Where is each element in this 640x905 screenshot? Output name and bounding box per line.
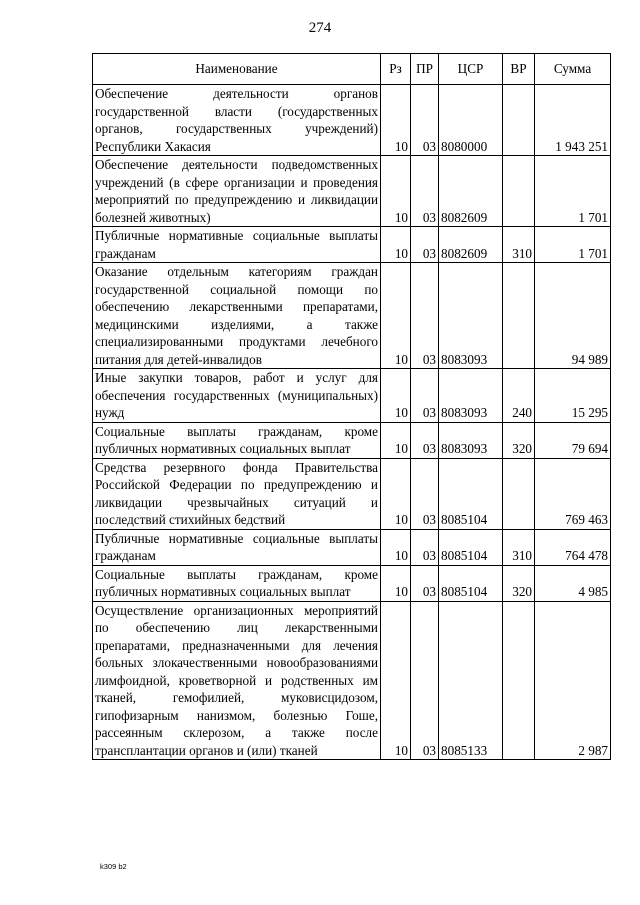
cell-csr: 8080000 <box>439 85 503 156</box>
cell-sum: 769 463 <box>535 458 611 529</box>
cell-pr: 03 <box>411 369 439 423</box>
table-header-row <box>93 54 611 85</box>
cell-name: Социальные выплаты гражданам, кроме публичных нормативных социальных выплат <box>93 565 381 601</box>
cell-sum: 79 694 <box>535 422 611 458</box>
cell-rz: 10 <box>381 422 411 458</box>
cell-rz: 10 <box>381 458 411 529</box>
table-row <box>93 263 611 369</box>
column-header-sum: Сумма <box>535 54 611 85</box>
cell-vr <box>503 85 535 156</box>
cell-rz: 10 <box>381 227 411 263</box>
cell-vr <box>503 458 535 529</box>
cell-sum: 1 701 <box>535 156 611 227</box>
table-body <box>93 85 611 760</box>
cell-rz: 10 <box>381 565 411 601</box>
cell-csr: 8085104 <box>439 458 503 529</box>
cell-pr: 03 <box>411 565 439 601</box>
cell-name: Публичные нормативные социальные выплаты гражданам <box>93 529 381 565</box>
cell-vr: 310 <box>503 529 535 565</box>
cell-rz: 10 <box>381 85 411 156</box>
cell-rz: 10 <box>381 369 411 423</box>
cell-pr: 03 <box>411 263 439 369</box>
cell-csr: 8083093 <box>439 369 503 423</box>
cell-vr: 310 <box>503 227 535 263</box>
column-header-rz: Рз <box>381 54 411 85</box>
cell-name: Оказание отдельным категориям граждан государственной социальной помощи по обеспечению лекарственными препаратами, медицинскими изделиями, а также специализированными продуктами лечебного питания для детей-инвалидов <box>93 263 381 369</box>
cell-csr: 8083093 <box>439 263 503 369</box>
footer-code: k309 b2 <box>100 862 127 871</box>
table-row <box>93 458 611 529</box>
column-header-pr: ПР <box>411 54 439 85</box>
cell-sum: 764 478 <box>535 529 611 565</box>
cell-name: Обеспечение деятельности подведомственных учреждений (в сфере организации и проведения мероприятий по предупреждению и ликвидации болезней животных) <box>93 156 381 227</box>
cell-sum: 2 987 <box>535 601 611 760</box>
cell-rz: 10 <box>381 263 411 369</box>
budget-table <box>92 53 611 760</box>
cell-sum: 1 943 251 <box>535 85 611 156</box>
table-row <box>93 529 611 565</box>
cell-rz: 10 <box>381 529 411 565</box>
cell-pr: 03 <box>411 85 439 156</box>
table-row <box>93 85 611 156</box>
cell-pr: 03 <box>411 458 439 529</box>
cell-vr: 320 <box>503 565 535 601</box>
cell-name: Публичные нормативные социальные выплаты гражданам <box>93 227 381 263</box>
cell-sum: 4 985 <box>535 565 611 601</box>
cell-rz: 10 <box>381 601 411 760</box>
column-header-name: Наименование <box>93 54 381 85</box>
cell-csr: 8083093 <box>439 422 503 458</box>
cell-pr: 03 <box>411 156 439 227</box>
cell-pr: 03 <box>411 227 439 263</box>
cell-csr: 8085133 <box>439 601 503 760</box>
table-row <box>93 565 611 601</box>
cell-csr: 8082609 <box>439 227 503 263</box>
cell-pr: 03 <box>411 529 439 565</box>
cell-sum: 94 989 <box>535 263 611 369</box>
cell-sum: 15 295 <box>535 369 611 423</box>
cell-name: Осуществление организационных мероприятий по обеспечению лиц лекарственными препаратами, предназначенными для лечения больных злокачественными новообразованиями лимфоидной, кроветворной и родственных им тканей, гемофилией, муковисцидозом, гипофизарным нанизмом, болезнью Гоше, рассеянным склерозом, а также после трансплантации органов и (или) тканей <box>93 601 381 760</box>
cell-pr: 03 <box>411 422 439 458</box>
cell-csr: 8082609 <box>439 156 503 227</box>
cell-name: Социальные выплаты гражданам, кроме публичных нормативных социальных выплат <box>93 422 381 458</box>
table-row <box>93 369 611 423</box>
page-number: 274 <box>308 20 332 36</box>
table-row <box>93 601 611 760</box>
cell-name: Средства резервного фонда Правительства Российской Федерации по предупреждению и ликвидации чрезвычайных ситуаций и последствий стихийных бедствий <box>93 458 381 529</box>
table-row <box>93 227 611 263</box>
cell-name: Иные закупки товаров, работ и услуг для обеспечения государственных (муниципальных) нужд <box>93 369 381 423</box>
cell-rz: 10 <box>381 156 411 227</box>
cell-vr <box>503 263 535 369</box>
cell-pr: 03 <box>411 601 439 760</box>
table-row <box>93 422 611 458</box>
cell-vr <box>503 601 535 760</box>
cell-vr: 240 <box>503 369 535 423</box>
column-header-csr: ЦСР <box>439 54 503 85</box>
cell-sum: 1 701 <box>535 227 611 263</box>
cell-csr: 8085104 <box>439 529 503 565</box>
column-header-vr: ВР <box>503 54 535 85</box>
cell-vr: 320 <box>503 422 535 458</box>
table-row <box>93 156 611 227</box>
cell-name: Обеспечение деятельности органов государственной власти (государственных органов, государственных учреждений) Республики Хакасия <box>93 85 381 156</box>
cell-vr <box>503 156 535 227</box>
cell-csr: 8085104 <box>439 565 503 601</box>
